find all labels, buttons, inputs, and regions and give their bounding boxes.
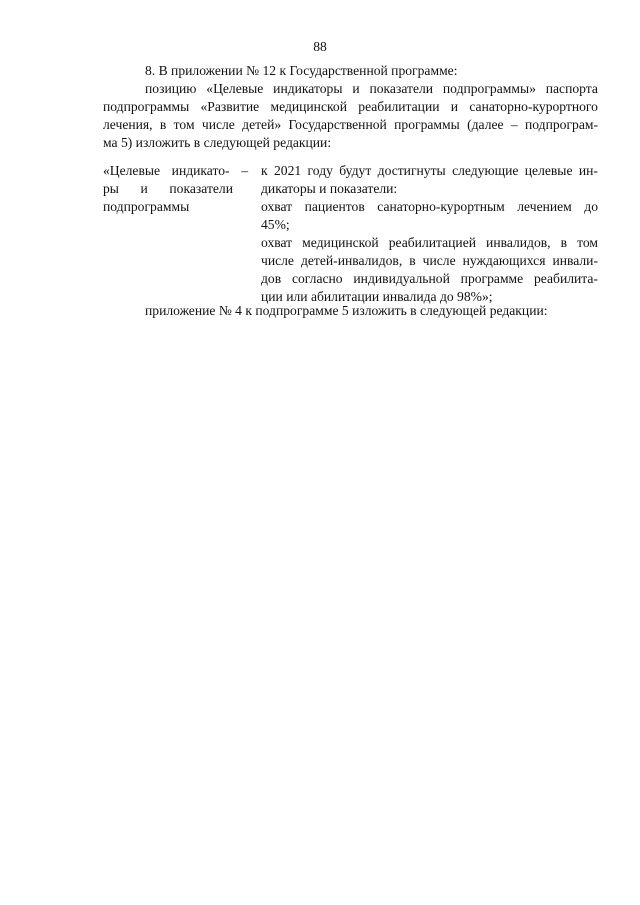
word: программы [394,117,460,132]
word: целевые [524,163,573,178]
table-right-line-3 [261,198,598,215]
table-left-line-2 [103,180,233,197]
word: числе [201,117,235,132]
word: охват [261,199,293,214]
word: охват [261,235,293,250]
word: и [450,99,459,114]
word: реабилитации [358,99,440,114]
word: показатели [369,81,434,96]
word: (далее [467,117,504,132]
word: паспорта [545,81,598,96]
table-right-line-7 [261,270,598,287]
word: детей-инвалидов, [300,253,403,268]
table-left-line-3: подпрограммы [103,199,190,214]
word: реабилита- [534,271,598,286]
word: в [159,117,167,132]
word: «Целевые [206,81,264,96]
intro-para-line-1 [145,80,598,97]
word: достигнуты [377,163,446,178]
word: подпрограм- [525,117,598,132]
intro-para-line-2 [103,98,598,115]
word: 2021 [273,163,302,178]
table-right-line-4: 45%; [261,217,290,232]
word: нуждающихся [462,253,546,268]
word: санаторно-курортного [469,99,598,114]
word: и [352,81,360,96]
word: позицию [145,81,197,96]
word: лечением [517,199,572,214]
word: согласно [291,271,343,286]
word: ры [103,181,119,196]
word: медицинской [270,99,347,114]
table-left-line-1 [103,162,248,179]
word: том [173,117,195,132]
word: – [241,163,248,178]
word: году [307,163,333,178]
word: и [140,181,148,196]
word: ин- [578,163,598,178]
intro-item: 8. В приложении № 12 к Государственной программе: [145,63,458,78]
word: числе [261,253,294,268]
closing-paragraph: приложение № 4 к подпрограмме 5 изложить в следующей редакции: [145,303,548,318]
word: том [577,235,598,250]
word: дов [261,271,282,286]
word: Государственной [288,117,387,132]
word: индивидуальной [353,271,450,286]
word: числе [422,253,456,268]
word: «Целевые [103,163,161,178]
word: инвали- [552,253,598,268]
word: в [409,253,416,268]
word: санаторно-курортным [377,199,505,214]
word: инвалидов, [486,235,551,250]
word: показатели [169,181,233,196]
word: в [560,235,568,250]
word: будут [339,163,372,178]
page-number: 88 [313,39,327,54]
table-right-line-6 [261,252,598,269]
intro-para-line-3 [103,116,598,133]
word: индикаторы [273,81,343,96]
word: пациентов [304,199,365,214]
word: реабилитацией [388,235,476,250]
table-right-line-8: ции или абилитации инвалида до 98%»; [261,289,493,304]
word: к [261,163,268,178]
word: детей» [242,117,282,132]
word: подпрограммы [103,99,190,114]
word: следующие [452,163,519,178]
word: «Развитие [200,99,260,114]
word: медицинской [302,235,379,250]
intro-para-line-4: ма 5) изложить в следующей редакции: [103,135,332,150]
word: индикато- [171,163,230,178]
word: – [510,117,518,132]
word: лечения, [103,117,153,132]
word: подпрограммы» [442,81,536,96]
table-right-line-2: дикаторы и показатели: [261,181,398,196]
table-right-line-5 [261,234,598,251]
word: программе [460,271,524,286]
word: до [584,199,598,214]
table-right-line-1 [261,162,598,179]
